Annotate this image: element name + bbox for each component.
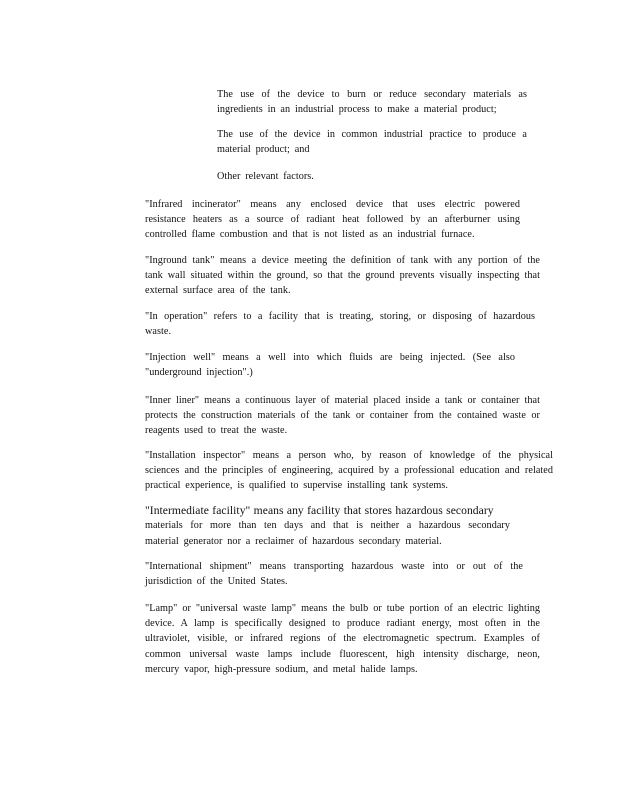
list-item-text: The use of the device to burn or reduce secondary materials as ingredients in an industrial process to make a material product; [217,89,527,116]
definition-injection-well [145,350,515,380]
list-item [217,127,527,157]
definition-text: "Lamp" or "universal waste lamp" means the bulb or tube portion of an electric lighting device. A lamp is specifically designed to produce radiant energy, most often in the ultraviolet, visible, or infrared regions of the electromagnetic spectrum. Examples of common universal waste lamps include fluorescent, high intensity discharge, neon, mercury vapor, high-pressure sodium, and metal halide lamps. [145,603,540,675]
definition-in-operation [145,309,535,339]
definition-intermediate-facility [145,503,510,549]
definition-lamp [145,601,540,677]
definition-text: "International shipment" means transporting hazardous waste into or out of the jurisdiction of the United States. [145,561,523,588]
definition-text: materials for more than ten days and that is neither a hazardous secondary material generator nor a reclaimer of hazardous secondary material. [145,520,510,547]
list-item [217,169,527,184]
definition-text: "In operation" refers to a facility that is treating, storing, or disposing of hazardous waste. [145,311,535,338]
definition-text: "Installation inspector" means a person who, by reason of knowledge of the physical sciences and the principles of engineering, acquired by a professional education and related practical experience, is qualified to supervise installing tank systems. [145,450,553,492]
definition-first-line: "Intermediate facility" means any facility that stores hazardous secondary [145,504,494,517]
definition-text: "Infrared incinerator" means any enclosed device that uses electric powered resistance heaters as a source of radiant heat followed by an afterburner using controlled flame combustion and that is not listed as an industrial furnace. [145,199,520,241]
list-item [217,87,527,117]
list-item-text: Other relevant factors. [217,171,314,182]
list-item-text: The use of the device in common industrial practice to produce a material product; and [217,129,527,156]
definition-text: "Inner liner" means a continuous layer of material placed inside a tank or container that protects the construction materials of the tank or container from the contained waste or reagents used to treat the waste. [145,395,540,437]
definition-infrared-incinerator [145,197,520,243]
definition-text: "Inground tank" means a device meeting the definition of tank with any portion of the tank wall situated within the ground, so that the ground prevents visually inspecting that external surface area of the tank. [145,255,540,297]
definition-text: "Injection well" means a well into which fluids are being injected. (See also "underground injection".) [145,352,515,379]
definition-inner-liner [145,393,540,439]
definition-installation-inspector [145,448,553,494]
definition-inground-tank [145,253,540,299]
definition-international-shipment [145,559,523,589]
